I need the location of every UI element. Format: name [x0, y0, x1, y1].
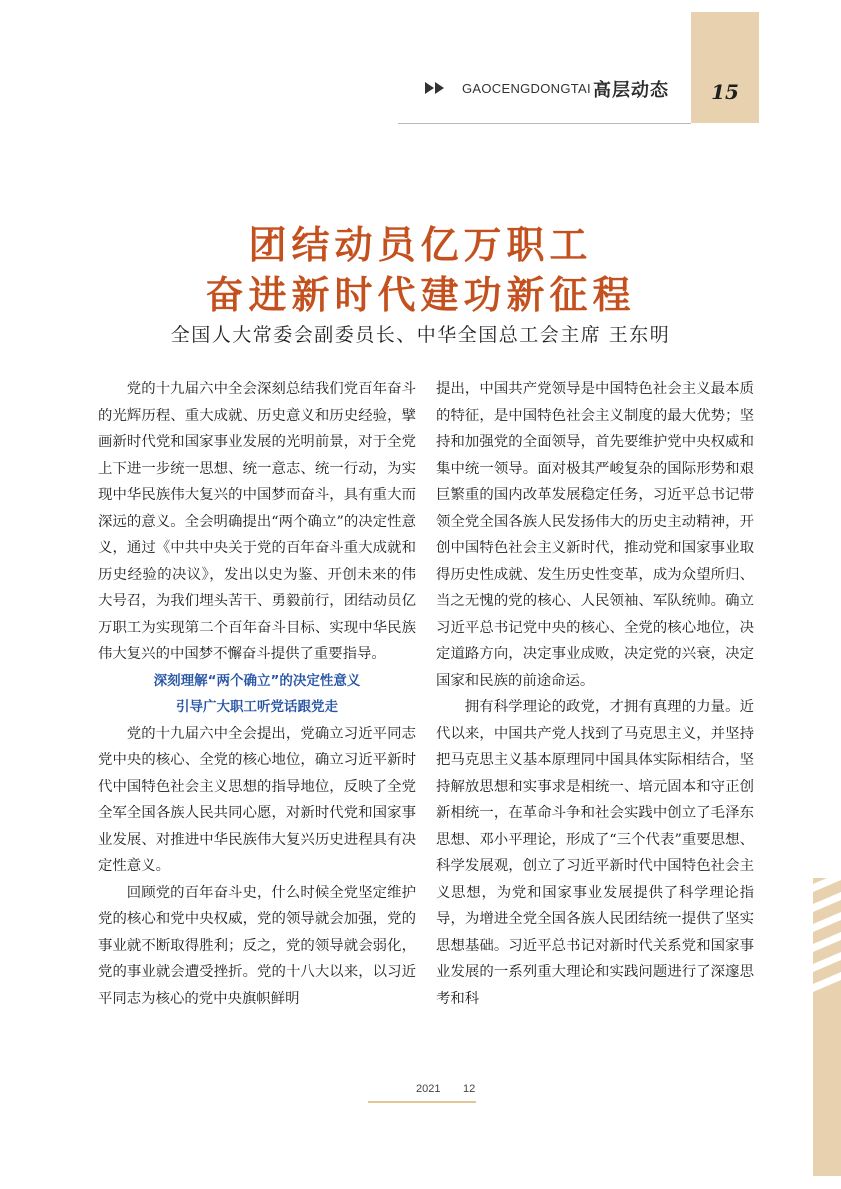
right-column — [436, 376, 754, 1056]
footer-year: 2021 — [416, 1083, 441, 1095]
footer-rule — [368, 1101, 476, 1103]
paragraph: 党的十九届六中全会提出，党确立习近平同志党中央的核心、全党的核心地位，确立习近平新时代中国特色社会主义思想的指导地位，反映了全党全军全国各族人民共同心愿，对新时代党和国家事业发展、对推进中华民族伟大复兴历史进程具有决定性意义。 — [98, 725, 416, 874]
section-name-chinese: 高层动态 — [593, 80, 669, 101]
decorative-side-stripes — [813, 878, 841, 1176]
left-column — [98, 376, 416, 1056]
page-number: 15 — [711, 80, 739, 104]
section-subheading: 深刻理解“两个确立”的决定性意义 — [153, 672, 361, 689]
article-byline: 全国人大常委会副委员长、中华全国总工会主席 王东明 — [170, 324, 671, 346]
paragraph: 拥有科学理论的政党，才拥有真理的力量。近代以来，中国共产党人找到了马克思主义，并坚持把马克思主义基本原理同中国具体实际相结合，坚持解放思想和实事求是相统一、培元固本和守正创新相统一，在革命斗争和社会实践中创立了毛泽东思想、邓小平理论，形成了“三个代表”重要思想、科学发展观，创立了习近平新时代中国特色社会主义思想，为党和国家事业发展提供了科学理论指导，为增进全党全国各族人民团结统一提供了坚实思想基础。习近平总书记对新时代关系党和国家事业发展的一系列重大理论和实践问题进行了深邃思考和科 — [436, 699, 754, 1007]
section-subheading: 引导广大职工听党话跟党走 — [176, 699, 338, 715]
article-title-line-1: 团结动员亿万职工 — [248, 223, 593, 267]
page-number-tab — [691, 12, 759, 123]
paragraph: 提出，中国共产党领导是中国特色社会主义最本质的特征，是中国特色社会主义制度的最大优势；坚持和加强党的全面领导，首先要维护党中央权威和集中统一领导。面对极其严峻复杂的国际形势和艰巨繁重的国内改革发展稳定任务，习近平总书记带领全党全国各族人民发扬伟大的历史主动精神，开创中国特色社会主义新时代，推动党和国家事业取得历史性成就、发生历史性变革，成为众望所归、当之无愧的党的核心、人民领袖、军队统帅。确立习近平总书记党中央的核心、全党的核心地位，决定道路方向，决定事业成败，决定党的兴衰，决定国家和民族的前途命运。 — [436, 381, 754, 689]
paragraph: 回顾党的百年奋斗史，什么时候全党坚定维护党的核心和党中央权威，党的领导就会加强，党的事业就不断取得胜利；反之，党的领导就会弱化，党的事业就会遭受挫折。党的十八大以来，以习近平同志为核心的党中央旗帜鲜明 — [98, 884, 416, 1007]
paragraph: 党的十九届六中全会深刻总结我们党百年奋斗的光辉历程、重大成就、历史意义和历史经验，擘画新时代党和国家事业发展的光明前景，对于全党上下进一步统一思想、统一意志、统一行动，为实现中华民族伟大复兴的中国梦而奋斗，具有重大而深远的意义。全会明确提出“两个确立”的决定性意义，通过《中共中央关于党的百年奋斗重大成就和历史经验的决议》，发出以史为鉴、开创未来的伟大号召，为我们埋头苦干、勇毅前行，团结动员亿万职工为实现第二个百年奋斗目标、实现中华民族伟大复兴的中国梦不懈奋斗提供了重要指导。 — [98, 381, 416, 662]
article-title-line-2: 奋进新时代建功新征程 — [205, 273, 636, 317]
footer-issue: 12 — [463, 1083, 476, 1095]
double-arrow-icon — [425, 80, 447, 96]
header-rule — [398, 123, 691, 124]
section-name-english: GAOCENGDONGTAI — [462, 81, 591, 96]
